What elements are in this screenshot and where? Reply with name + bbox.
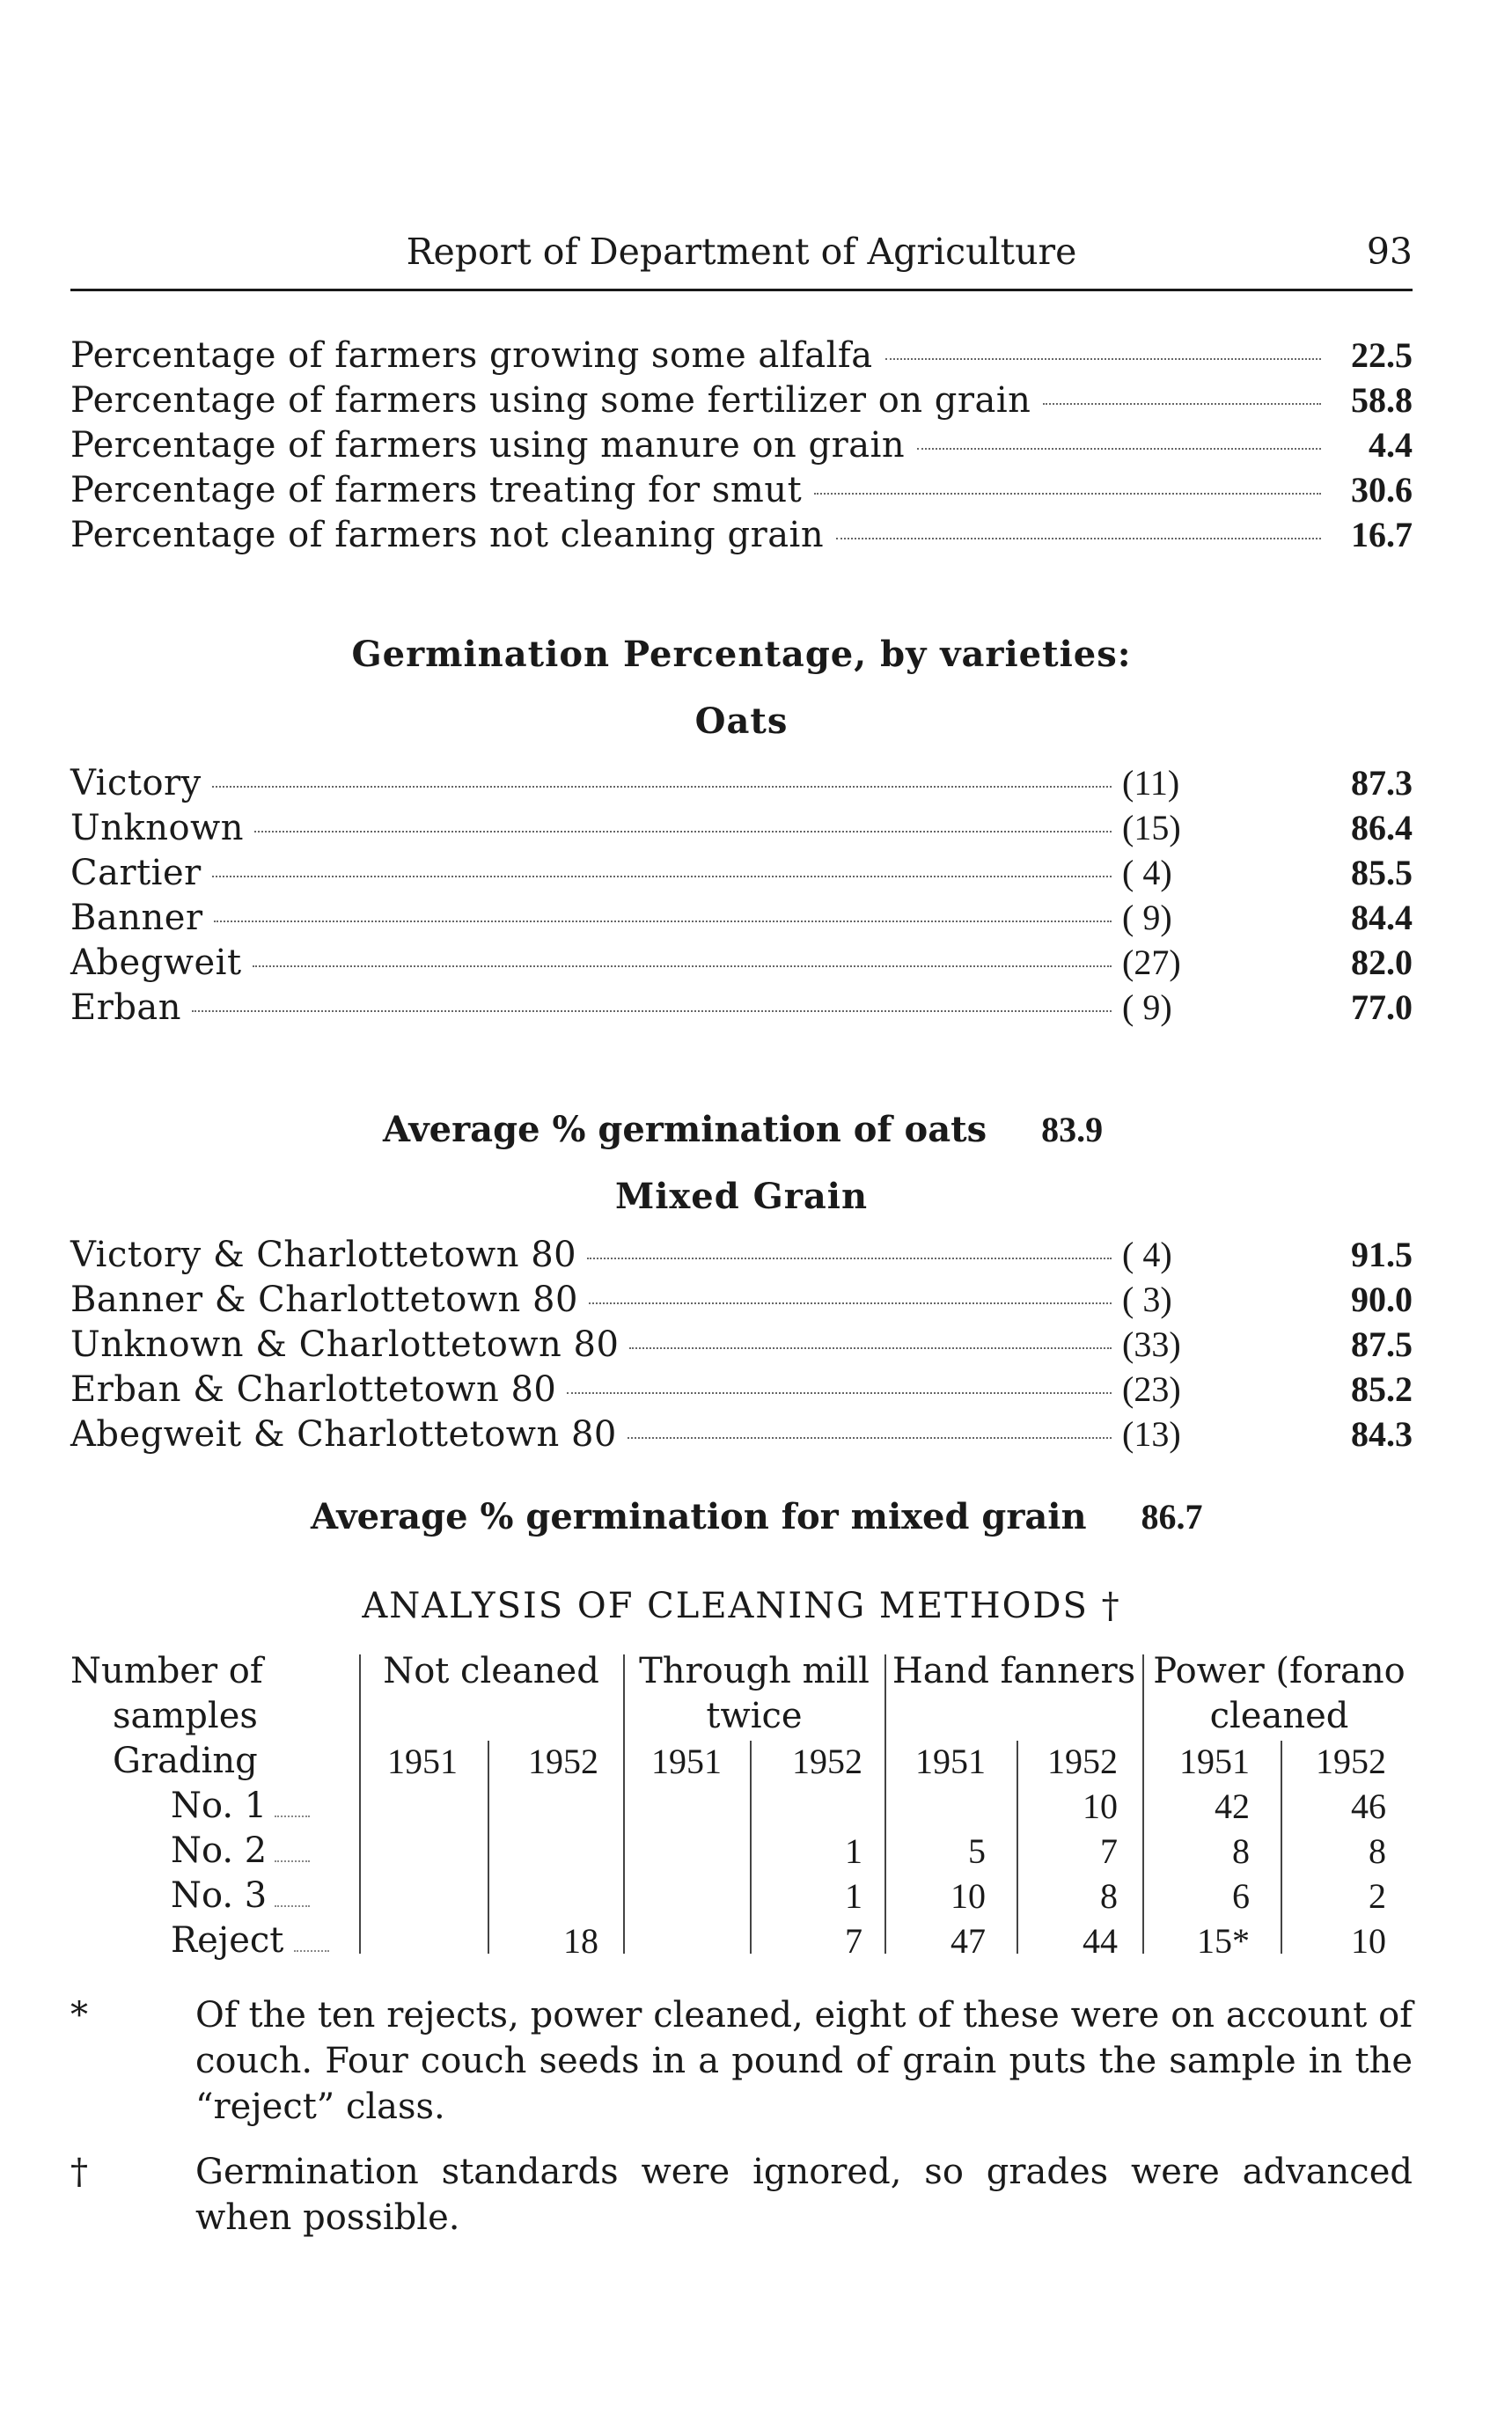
column-divider: [488, 1741, 489, 1954]
dot-leader: [192, 1010, 1112, 1012]
dot-leader: [567, 1392, 1112, 1394]
method-header-line2: cleaned: [1209, 1696, 1349, 1736]
page-title: Report of Department of Agriculture: [406, 231, 1077, 273]
analysis-title: ANALYSIS OF CLEANING METHODS †: [362, 1586, 1121, 1626]
dot-leader: [275, 1815, 310, 1817]
year-header: 1952: [1047, 1742, 1118, 1781]
dot-leader: [212, 876, 1112, 877]
dot-leader: [628, 1437, 1112, 1439]
sample-count: ( 3): [1122, 1280, 1172, 1319]
variety-label: Banner & Charlottetown 80: [70, 1280, 578, 1320]
footnote-mark: †: [70, 2152, 88, 2192]
germination-value: 91.5: [1351, 1235, 1413, 1274]
variety-row: [70, 1324, 1413, 1368]
percentage-row: [70, 514, 1413, 558]
variety-label: Unknown: [70, 808, 245, 848]
grade-label: Reject: [171, 1920, 284, 1961]
variety-row: [70, 1368, 1413, 1412]
percentage-row: [70, 469, 1413, 513]
percentage-label: Percentage of farmers using some fertilizer on grain: [70, 380, 1031, 421]
percentage-value: 58.8: [1351, 380, 1413, 420]
variety-label: Erban & Charlottetown 80: [70, 1369, 557, 1410]
variety-row: [70, 807, 1413, 851]
mixed-grain-heading: Mixed Grain: [614, 1176, 869, 1217]
page-header: [70, 231, 1413, 283]
variety-row: [70, 852, 1413, 896]
year-header: 1951: [915, 1742, 986, 1781]
table-cell: 8: [1232, 1831, 1250, 1871]
variety-row: [70, 762, 1413, 806]
germination-value: 85.2: [1351, 1369, 1413, 1409]
variety-row: [70, 942, 1413, 986]
dot-leader: [589, 1302, 1112, 1304]
percentage-value: 16.7: [1351, 515, 1413, 554]
variety-label: Cartier: [70, 853, 202, 893]
variety-label: Banner: [70, 898, 203, 938]
germination-value: 90.0: [1351, 1280, 1413, 1319]
sample-count: (27): [1122, 943, 1181, 982]
table-cell: 7: [1100, 1831, 1118, 1871]
percentage-value: 4.4: [1369, 425, 1413, 465]
germination-value: 85.5: [1351, 853, 1413, 892]
variety-label: Victory: [70, 763, 202, 803]
table-cell: 1: [845, 1831, 862, 1871]
column-divider: [1017, 1741, 1018, 1954]
page-number: 93: [1366, 231, 1413, 273]
column-divider: [750, 1741, 752, 1954]
mixed-average-value: 86.7: [1141, 1497, 1203, 1537]
germination-value: 84.4: [1351, 898, 1413, 937]
oats-average-value: 83.9: [1041, 1110, 1104, 1149]
sample-count: ( 4): [1122, 853, 1172, 892]
table-cell: 10: [1351, 1921, 1386, 1961]
table-cell: 47: [951, 1921, 986, 1961]
header-rule: [70, 289, 1413, 291]
year-header: 1951: [651, 1742, 722, 1781]
percentage-label: Percentage of farmers not cleaning grain: [70, 515, 825, 555]
percentage-label: Percentage of farmers using manure on grain: [70, 425, 906, 466]
germination-value: 82.0: [1351, 943, 1413, 982]
year-header: 1952: [528, 1742, 598, 1781]
germination-value: 87.3: [1351, 763, 1413, 803]
table-cell: 1: [845, 1876, 862, 1916]
column-divider: [359, 1654, 361, 1954]
germination-value: 87.5: [1351, 1324, 1413, 1364]
oats-heading: Oats: [694, 701, 789, 742]
variety-row: [70, 1234, 1413, 1278]
variety-label: Victory & Charlottetown 80: [70, 1235, 577, 1275]
dot-leader: [212, 786, 1112, 788]
sample-count: (33): [1122, 1324, 1181, 1364]
dot-leader: [917, 448, 1321, 450]
dot-leader: [275, 1860, 310, 1862]
footnote-dagger: [70, 2149, 1413, 2246]
row-header-line2: samples: [113, 1696, 258, 1736]
variety-label: Abegweit: [70, 943, 242, 983]
sample-count: (13): [1122, 1414, 1181, 1454]
table-cell: 5: [968, 1831, 986, 1871]
variety-row: [70, 987, 1413, 1031]
variety-label: Unknown & Charlottetown 80: [70, 1324, 620, 1365]
sample-count: (15): [1122, 808, 1181, 847]
sample-count: (23): [1122, 1369, 1181, 1409]
dot-leader: [294, 1950, 329, 1952]
method-header: Not cleaned: [383, 1651, 599, 1691]
dot-leader: [587, 1258, 1112, 1259]
percentage-value: 22.5: [1351, 335, 1413, 375]
footnote-text: Of the ten rejects, power cleaned, eight of these were on account of couch. Four couch seeds in a pound of grain puts the sample in the “reject” class.: [195, 1995, 1413, 2127]
column-divider: [1142, 1654, 1144, 1954]
percentage-row: [70, 379, 1413, 423]
table-cell: 6: [1232, 1876, 1250, 1916]
cleaning-methods-table: [70, 1651, 1413, 1985]
method-header-line2: twice: [706, 1696, 803, 1736]
variety-label: Abegweit & Charlottetown 80: [70, 1414, 617, 1455]
table-cell: 7: [845, 1921, 862, 1961]
row-header-grading: Grading: [113, 1741, 258, 1781]
dot-leader: [254, 831, 1112, 833]
year-header: 1951: [1179, 1742, 1250, 1781]
method-header: Through mill: [639, 1651, 870, 1691]
germination-value: 77.0: [1351, 987, 1413, 1027]
grade-label: No. 1: [171, 1786, 268, 1826]
dot-leader: [629, 1347, 1112, 1349]
variety-row: [70, 897, 1413, 941]
row-header-line1: Number of: [70, 1651, 263, 1691]
dot-leader: [885, 358, 1321, 360]
table-cell: 2: [1369, 1876, 1386, 1916]
column-divider: [884, 1654, 886, 1954]
table-cell: 46: [1351, 1786, 1386, 1826]
oats-average-label: Average % germination of oats: [383, 1109, 987, 1150]
dot-leader: [253, 965, 1112, 967]
sample-count: ( 4): [1122, 1235, 1172, 1274]
grade-label: No. 3: [171, 1875, 268, 1916]
page: [70, 0, 1413, 2428]
year-header: 1952: [792, 1742, 862, 1781]
table-cell: 42: [1215, 1786, 1250, 1826]
dot-leader: [836, 538, 1321, 539]
mixed-average: [311, 1496, 1203, 1537]
mixed-average-label: Average % germination for mixed grain: [311, 1496, 1087, 1537]
percentage-row: [70, 334, 1413, 378]
footnote-asterisk: [70, 1992, 1413, 2127]
percentage-label: Percentage of farmers treating for smut: [70, 470, 803, 510]
year-header: 1951: [387, 1742, 458, 1781]
percentage-label: Percentage of farmers growing some alfalfa: [70, 335, 873, 376]
sample-count: (11): [1122, 763, 1180, 803]
dot-leader: [214, 921, 1112, 922]
grade-label: No. 2: [171, 1830, 268, 1871]
germination-heading: Germination Percentage, by varieties:: [351, 634, 1132, 675]
percentage-row: [70, 424, 1413, 468]
footnote-text: Germination standards were ignored, so grades were advanced when possible.: [195, 2152, 1413, 2238]
table-cell: 15*: [1197, 1921, 1250, 1961]
dot-leader: [1043, 403, 1321, 405]
germination-value: 86.4: [1351, 808, 1413, 847]
table-cell: 18: [563, 1921, 598, 1961]
percentage-value: 30.6: [1351, 470, 1413, 510]
table-cell: 8: [1100, 1876, 1118, 1916]
variety-label: Erban: [70, 987, 182, 1028]
sample-count: ( 9): [1122, 987, 1172, 1027]
germination-value: 84.3: [1351, 1414, 1413, 1454]
column-divider: [1281, 1741, 1282, 1954]
variety-row: [70, 1279, 1413, 1323]
footnote-mark: *: [70, 1995, 88, 2036]
method-header: Hand fanners: [892, 1651, 1136, 1691]
table-cell: 10: [1083, 1786, 1118, 1826]
oats-average: [383, 1109, 1103, 1150]
dot-leader: [275, 1905, 310, 1907]
year-header: 1952: [1316, 1742, 1386, 1781]
variety-row: [70, 1413, 1413, 1457]
column-divider: [623, 1654, 625, 1954]
table-cell: 44: [1083, 1921, 1118, 1961]
table-cell: 8: [1369, 1831, 1386, 1871]
dot-leader: [814, 493, 1321, 495]
table-cell: 10: [951, 1876, 986, 1916]
sample-count: ( 9): [1122, 898, 1172, 937]
method-header: Power (forano: [1153, 1651, 1406, 1691]
